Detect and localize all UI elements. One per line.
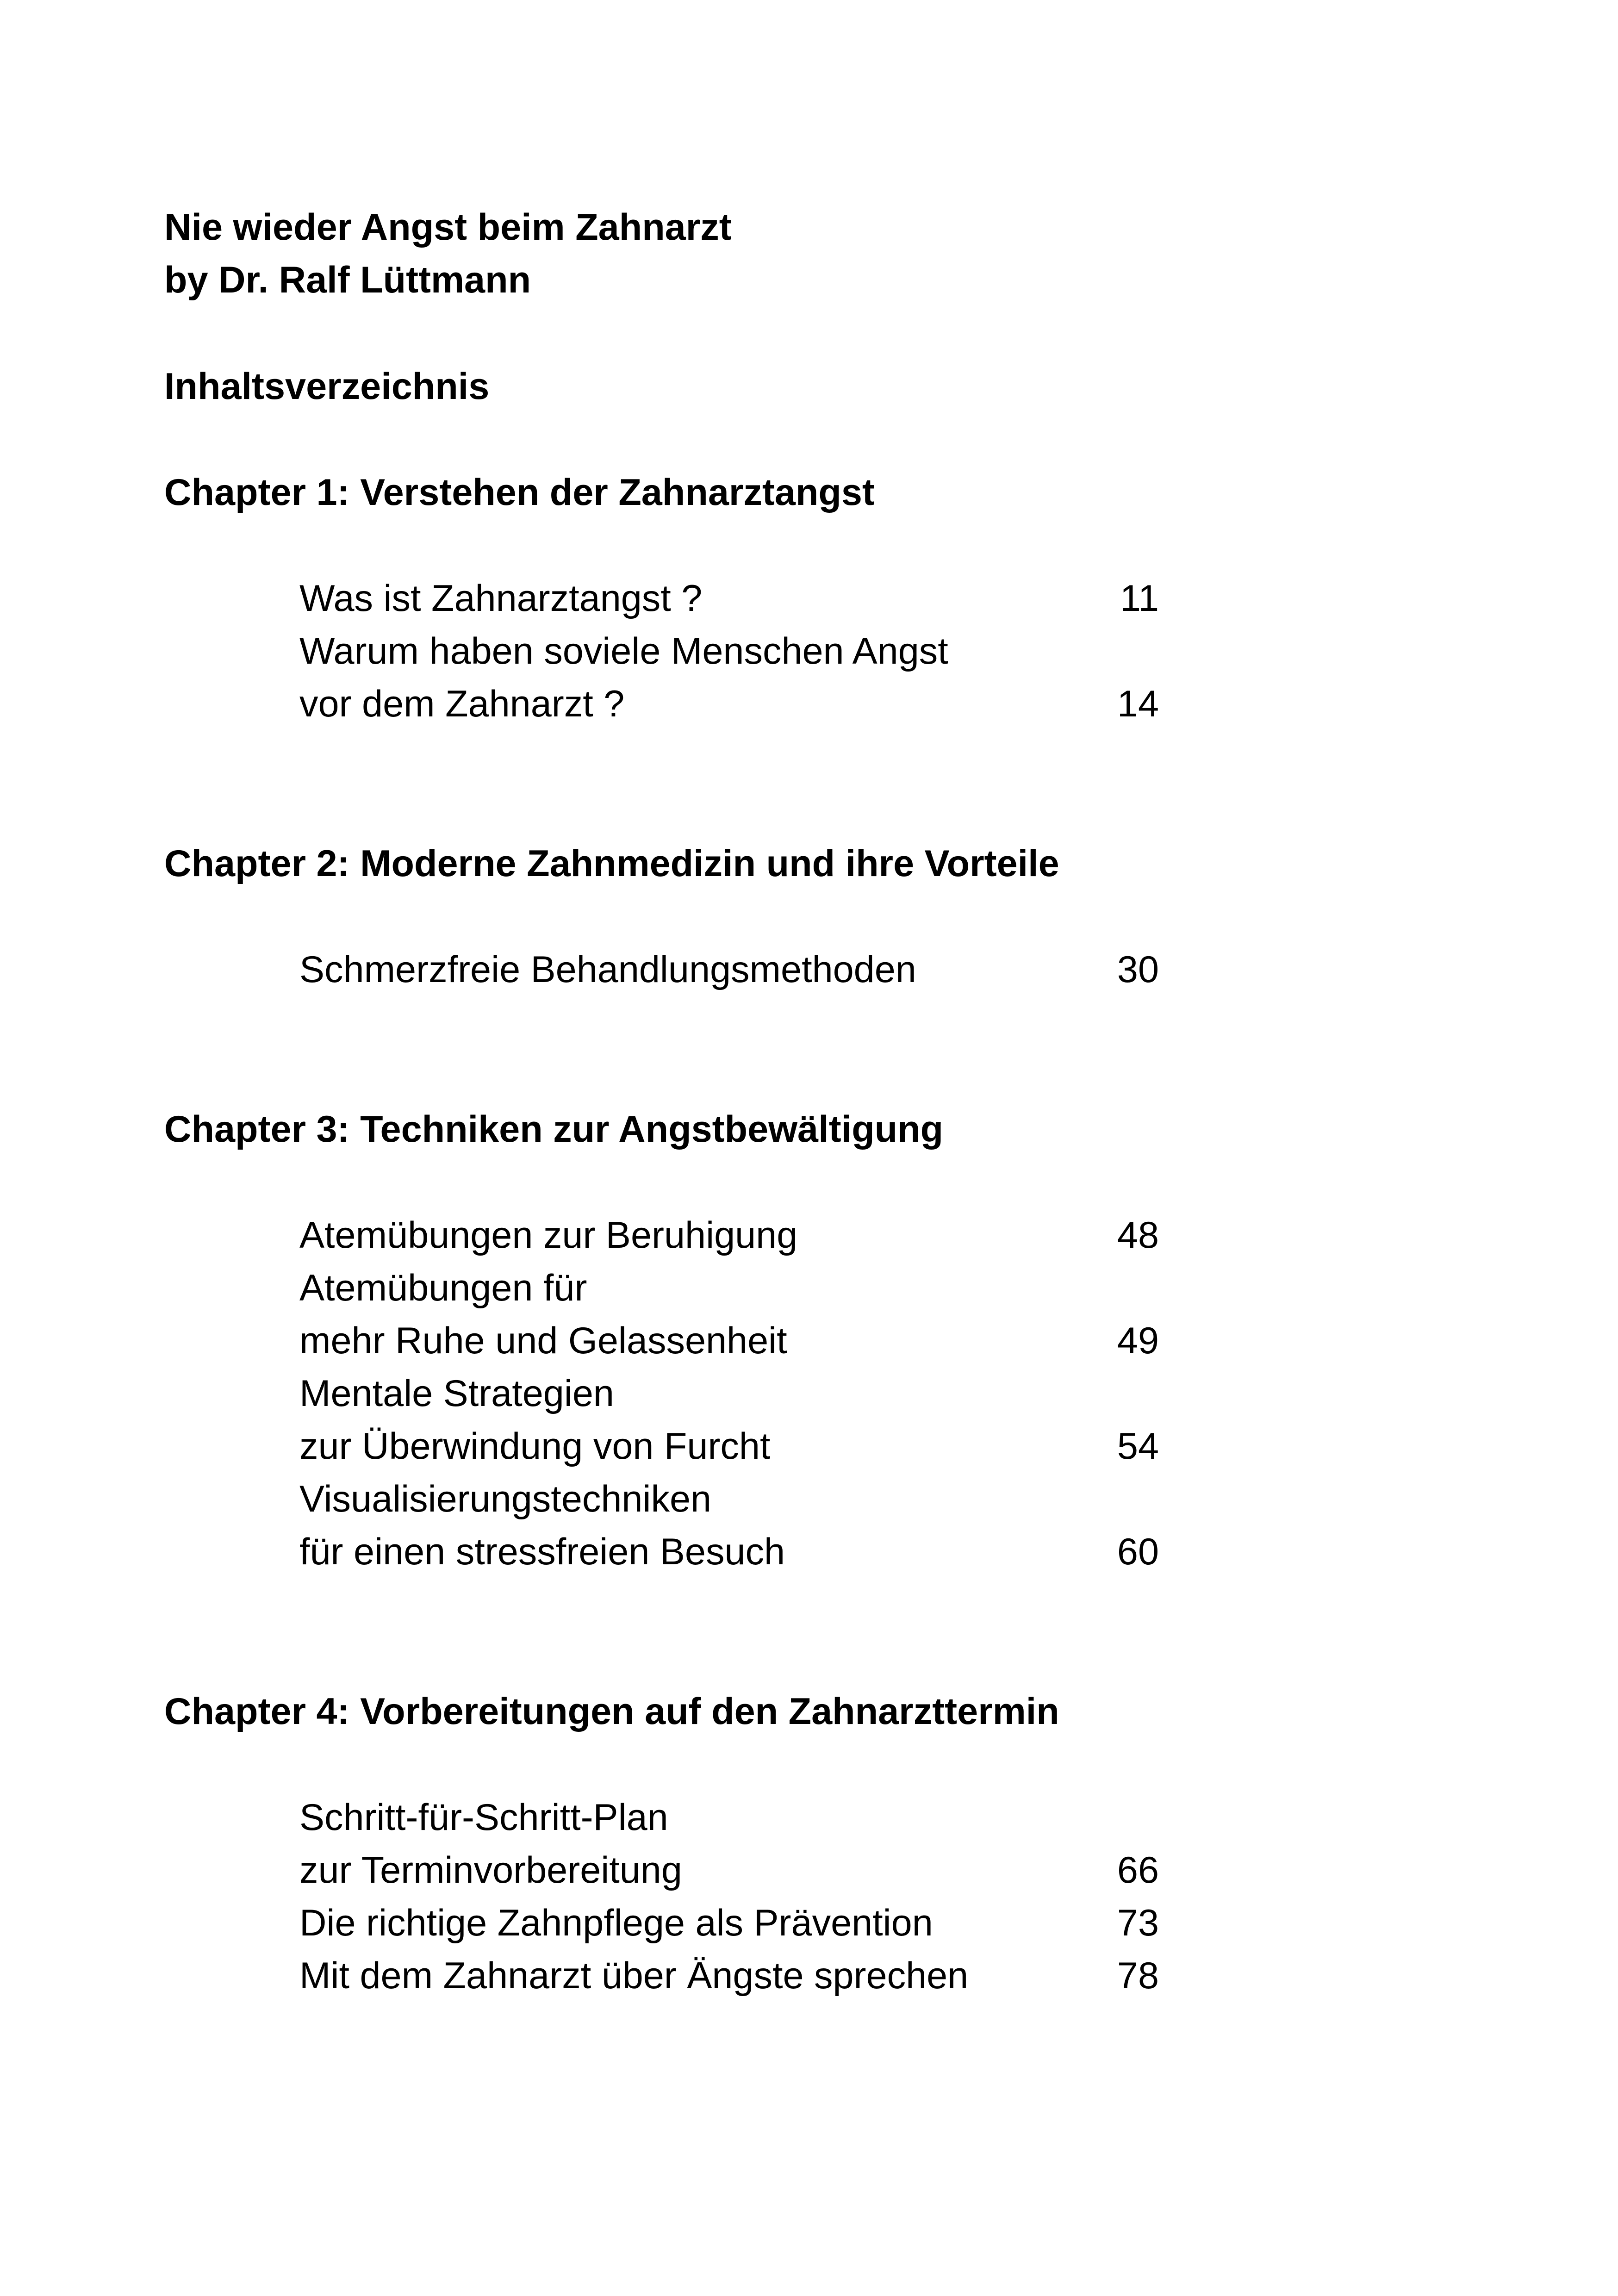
toc-entry-page: 54 [1117,1425,1159,1467]
toc-entry [0,1420,1618,1473]
toc-entry [0,943,1618,996]
book-author: by Dr. Ralf Lüttmann [164,259,531,301]
toc-entry [0,1473,1618,1525]
toc-entry [0,1262,1618,1314]
toc-entry-text: mehr Ruhe und Gelassenheit [299,1320,787,1362]
toc-entry [0,1209,1618,1262]
book-title: Nie wieder Angst beim Zahnarzt [164,206,732,248]
toc-entry-text: für einen stressfreien Besuch [299,1531,785,1573]
toc-entry-page: 73 [1117,1902,1159,1944]
toc-entry-page: 78 [1117,1955,1159,1997]
toc-entry-text: Was ist Zahnarztangst ? [299,578,703,619]
toc-entry-page: 49 [1117,1320,1159,1362]
toc-entry-text: Atemübungen für [299,1267,587,1309]
toc-entry-page: 14 [1117,683,1159,725]
toc-entry-text: Schmerzfreie Behandlungsmethoden [299,949,916,990]
toc-entry [0,1525,1618,1578]
toc-entry-text: vor dem Zahnarzt ? [299,683,625,725]
toc-entry-text: Atemübungen zur Beruhigung [299,1214,798,1256]
toc-entry [0,1791,1618,1844]
toc-entry [0,678,1618,730]
toc-entry [0,625,1618,678]
toc-entry-page: 48 [1117,1214,1159,1256]
toc-entry-text: Visualisierungstechniken [299,1478,712,1520]
chapter-1-title: Chapter 1: Verstehen der Zahnarztangst [164,472,875,513]
toc-entry [0,1314,1618,1367]
toc-entry-text: Die richtige Zahnpflege als Prävention [299,1902,933,1944]
toc-entry [0,1897,1618,1949]
toc-entry [0,1844,1618,1897]
toc-entry [0,1949,1618,2002]
toc-entry-page: 11 [1120,578,1159,619]
toc-entry-text: zur Terminvorbereitung [299,1849,682,1891]
chapter-2-title: Chapter 2: Moderne Zahnmedizin und ihre Vorteile [164,843,1059,884]
toc-heading: Inhaltsverzeichnis [164,366,490,407]
toc-entry-page: 60 [1117,1531,1159,1573]
toc-entry-text: zur Überwindung von Furcht [299,1425,771,1467]
toc-entry [0,572,1618,625]
toc-entry [0,1367,1618,1420]
toc-entry-text: Mentale Strategien [299,1373,614,1414]
toc-entry-text: Mit dem Zahnarzt über Ängste sprechen [299,1955,969,1997]
toc-entry-page: 66 [1117,1849,1159,1891]
toc-entry-text: Schritt-für-Schritt-Plan [299,1797,668,1838]
chapter-4-title: Chapter 4: Vorbereitungen auf den Zahnarzttermin [164,1691,1059,1732]
toc-entry-text: Warum haben soviele Menschen Angst [299,630,948,672]
chapter-3-title: Chapter 3: Techniken zur Angstbewältigung [164,1108,944,1150]
toc-entry-page: 30 [1117,949,1159,990]
